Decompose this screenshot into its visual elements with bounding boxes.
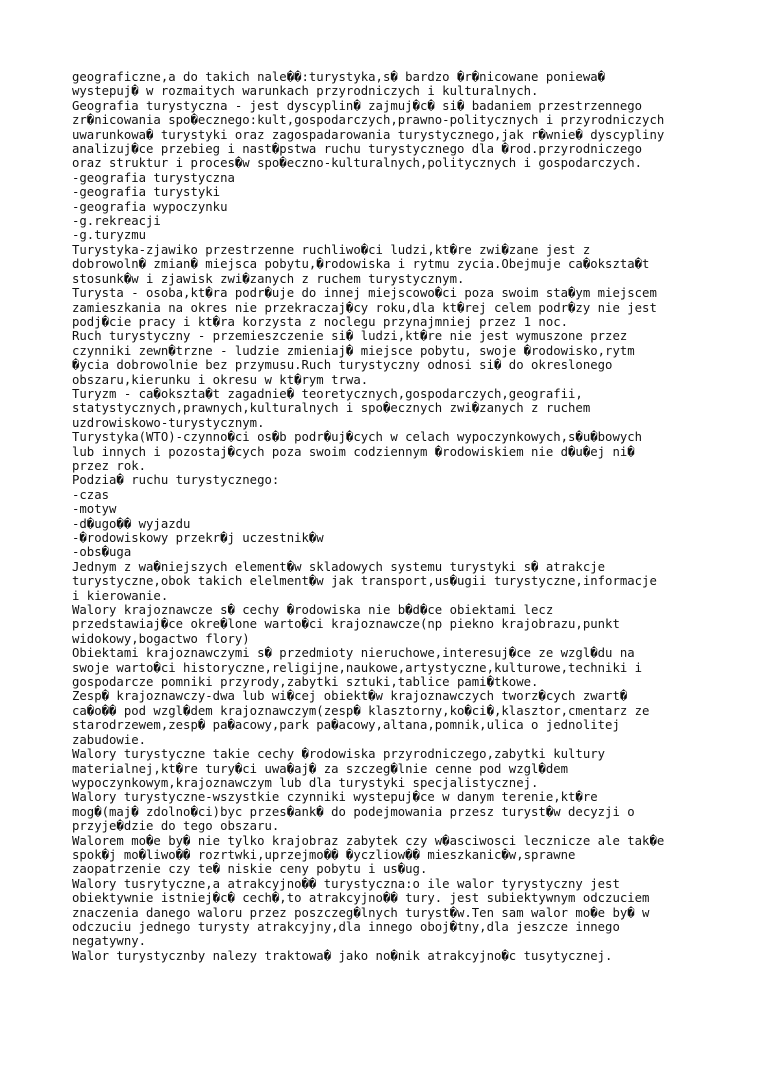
text-line: Walor turystycznby nalezy traktowa� jako no�nik atrakcyjno�c tusytycznej.: [72, 948, 613, 963]
text-line: zabudowie.: [72, 732, 147, 747]
text-line: -motyw: [72, 502, 117, 517]
text-line: zamieszkania na okres nie przekraczaj�cy roku,dla kt�rej celem podr�zy nie jest: [72, 300, 657, 315]
text-line: Walorem mo�e by� nie tylko krajobraz zabytek czy w�asciwosci lecznicze ale tak�e: [72, 833, 665, 848]
text-line: Turystyka-zjawiko przestrzenne ruchliwo�ci ludzi,kt�re zwi�zane jest z: [72, 242, 591, 257]
text-line: oraz struktur i proces�w spo�eczno-kulturalnych,politycznych i gospodarczych.: [72, 156, 643, 171]
text-line: swoje warto�ci historyczne,religijne,naukowe,artystyczne,kulturowe,techniki i: [72, 660, 643, 675]
text-line: analizuj�ce przebieg i nast�pstwa ruchu turystycznego dla �rod.przyrodniczego: [72, 142, 643, 157]
text-line: -g.turyzmu: [72, 228, 147, 243]
text-line: przez rok.: [72, 458, 147, 473]
text-line: Obiektami krajoznawczymi s� przedmioty nieruchowe,interesuj�ce ze wzgl�du na: [72, 646, 635, 661]
text-line: -geografia turystyczna: [72, 170, 235, 185]
text-line: starodrzewem,zesp� pa�acowy,park pa�acowy,altana,pomnik,ulica o jednolitej: [72, 718, 620, 733]
text-line: -g.rekreacji: [72, 214, 161, 229]
text-line: obiektywnie istniej�c� cech�,to atrakcyjno�� tury. jest subiektywnym odczuciem: [72, 891, 650, 906]
text-line: uwarunkowa� turystyki oraz zagospadarowania turystycznego,jak r�wnie� dyscypliny: [72, 127, 665, 142]
document-body: [72, 70, 712, 963]
text-line: Walory turystyczne takie cechy �rodowiska przyrodniczego,zabytki kultury: [72, 747, 606, 762]
text-line: -d�ugo�� wyjazdu: [72, 516, 191, 531]
text-line: przedstawiaj�ce okre�lone warto�ci krajoznawcze(np piekno krajobrazu,punkt: [72, 617, 620, 632]
text-line: Geografia turystyczna - jest dyscyplin� zajmuj�c� si� badaniem przestrzennego: [72, 98, 643, 113]
text-line: znaczenia danego waloru przez poszczeg�lnych turyst�w.Ten sam walor mo�e by� w: [72, 905, 650, 920]
text-line: -czas: [72, 487, 110, 502]
text-line: gospodarcze pomniki przyrody,zabytki sztuki,tablice pami�tkowe.: [72, 675, 539, 690]
text-line: uzdrowiskowo-turystycznym.: [72, 415, 265, 430]
text-line: widokowy,bogactwo flory): [72, 631, 250, 646]
text-line: wystepuj� w rozmaitych warunkach przyrodniczych i kulturalnych.: [72, 84, 539, 99]
text-line: przyje�dzie do tego obszaru.: [72, 819, 280, 834]
text-line: Walory krajoznawcze s� cechy �rodowiska nie b�d�ce obiektami lecz: [72, 603, 554, 618]
text-line: spok�j mo�liwo�� rozrtwki,uprzejmo�� �yczliow�� mieszkanic�w,sprawne: [72, 847, 576, 862]
text-line: -obs�uga: [72, 545, 132, 560]
text-line: obszaru,kierunku i okresu w kt�rym trwa.: [72, 372, 369, 387]
text-line: lub innych i pozostaj�cych poza swoim codziennym �rodowiskiem nie d�u�ej ni�: [72, 444, 635, 459]
text-line: odczuciu jednego turysty atrakcyjny,dla innego oboj�tny,dla jeszcze innego: [72, 919, 620, 934]
text-line: turystyczne,obok takich elelment�w jak transport,us�ugii turystyczne,informacje: [72, 574, 657, 589]
text-line: ca�o�� pod wzgl�dem krajoznawczym(zesp� klasztorny,ko�ci�,klasztor,cmentarz ze: [72, 703, 650, 718]
text-line: negatywny.: [72, 934, 147, 949]
text-line: materialnej,kt�re tury�ci uwa�aj� za szczeg�lnie cenne pod wzgl�dem: [72, 761, 569, 776]
text-line: i kierowanie.: [72, 588, 169, 603]
text-line: �ycia dobrowolnie bez przymusu.Ruch turystyczny odnosi si� do okreslonego: [72, 358, 613, 373]
text-line: Turyzm - ca�okszta�t zagadnie� teoretycznych,gospodarczych,geografii,: [72, 386, 583, 401]
text-line: wypoczynkowym,krajoznawczym lub dla turystyki specjalistycznej.: [72, 775, 539, 790]
text-line: Turystyka(WTO)-czynno�ci os�b podr�uj�cych w celach wypoczynkowych,s�u�bowych: [72, 430, 643, 445]
text-line: mog�(maj� zdolno�ci)byc przes�ank� do podejmowania przesz turyst�w decyzji o: [72, 804, 635, 819]
text-line: -geografia turystyki: [72, 185, 221, 200]
text-line: Ruch turystyczny - przemieszczenie si� ludzi,kt�re nie jest wymuszone przez: [72, 329, 628, 344]
text-line: Walory tusrytyczne,a atrakcyjno�� turystyczna:o ile walor tyrystyczny jest: [72, 876, 620, 891]
text-line: Podzia� ruchu turystycznego:: [72, 473, 280, 488]
text-line: -geografia wypoczynku: [72, 199, 228, 214]
text-line: geograficzne,a do takich nale��:turystyka,s� bardzo �r�nicowane poniewa�: [72, 70, 606, 84]
text-line: podj�cie pracy i kt�ra korzysta z noclegu przynajmniej przez 1 noc.: [72, 314, 569, 329]
text-line: dobrowoln� zmian� miejsca pobytu,�rodowiska i rytmu zycia.Obejmuje ca�okszta�t: [72, 257, 650, 272]
text-line: -�rodowiskowy przekr�j uczestnik�w: [72, 531, 324, 545]
text-line: zr�nicowania spo�ecznego:kult,gospodarczych,prawno-politycznych i przyrodniczych: [72, 113, 665, 128]
text-line: statystycznych,prawnych,kulturalnych i spo�ecznych zwi�zanych z ruchem: [72, 401, 591, 416]
text-line: Walory turystyczne-wszystkie czynniki wystepuj�ce w danym terenie,kt�re: [72, 790, 598, 805]
text-line: Turysta - osoba,kt�ra podr�uje do innej miejscowo�ci poza swoim sta�ym miejscem: [72, 286, 657, 301]
text-line: zaopatrzenie czy te� niskie ceny pobytu i us�ug.: [72, 862, 428, 877]
text-line: Jednym z wa�niejszych element�w skladowych systemu turystyki s� atrakcje: [72, 559, 606, 574]
text-line: czynniki zewn�trzne - ludzie zmieniaj� miejsce pobytu, swoje �rodowisko,rytm: [72, 343, 635, 358]
text-line: Zesp� krajoznawczy-dwa lub wi�cej obiekt�w krajoznawczych tworz�cych zwart�: [72, 689, 628, 704]
text-line: stosunk�w i zjawisk zwi�zanych z ruchem turystycznym.: [72, 271, 465, 286]
